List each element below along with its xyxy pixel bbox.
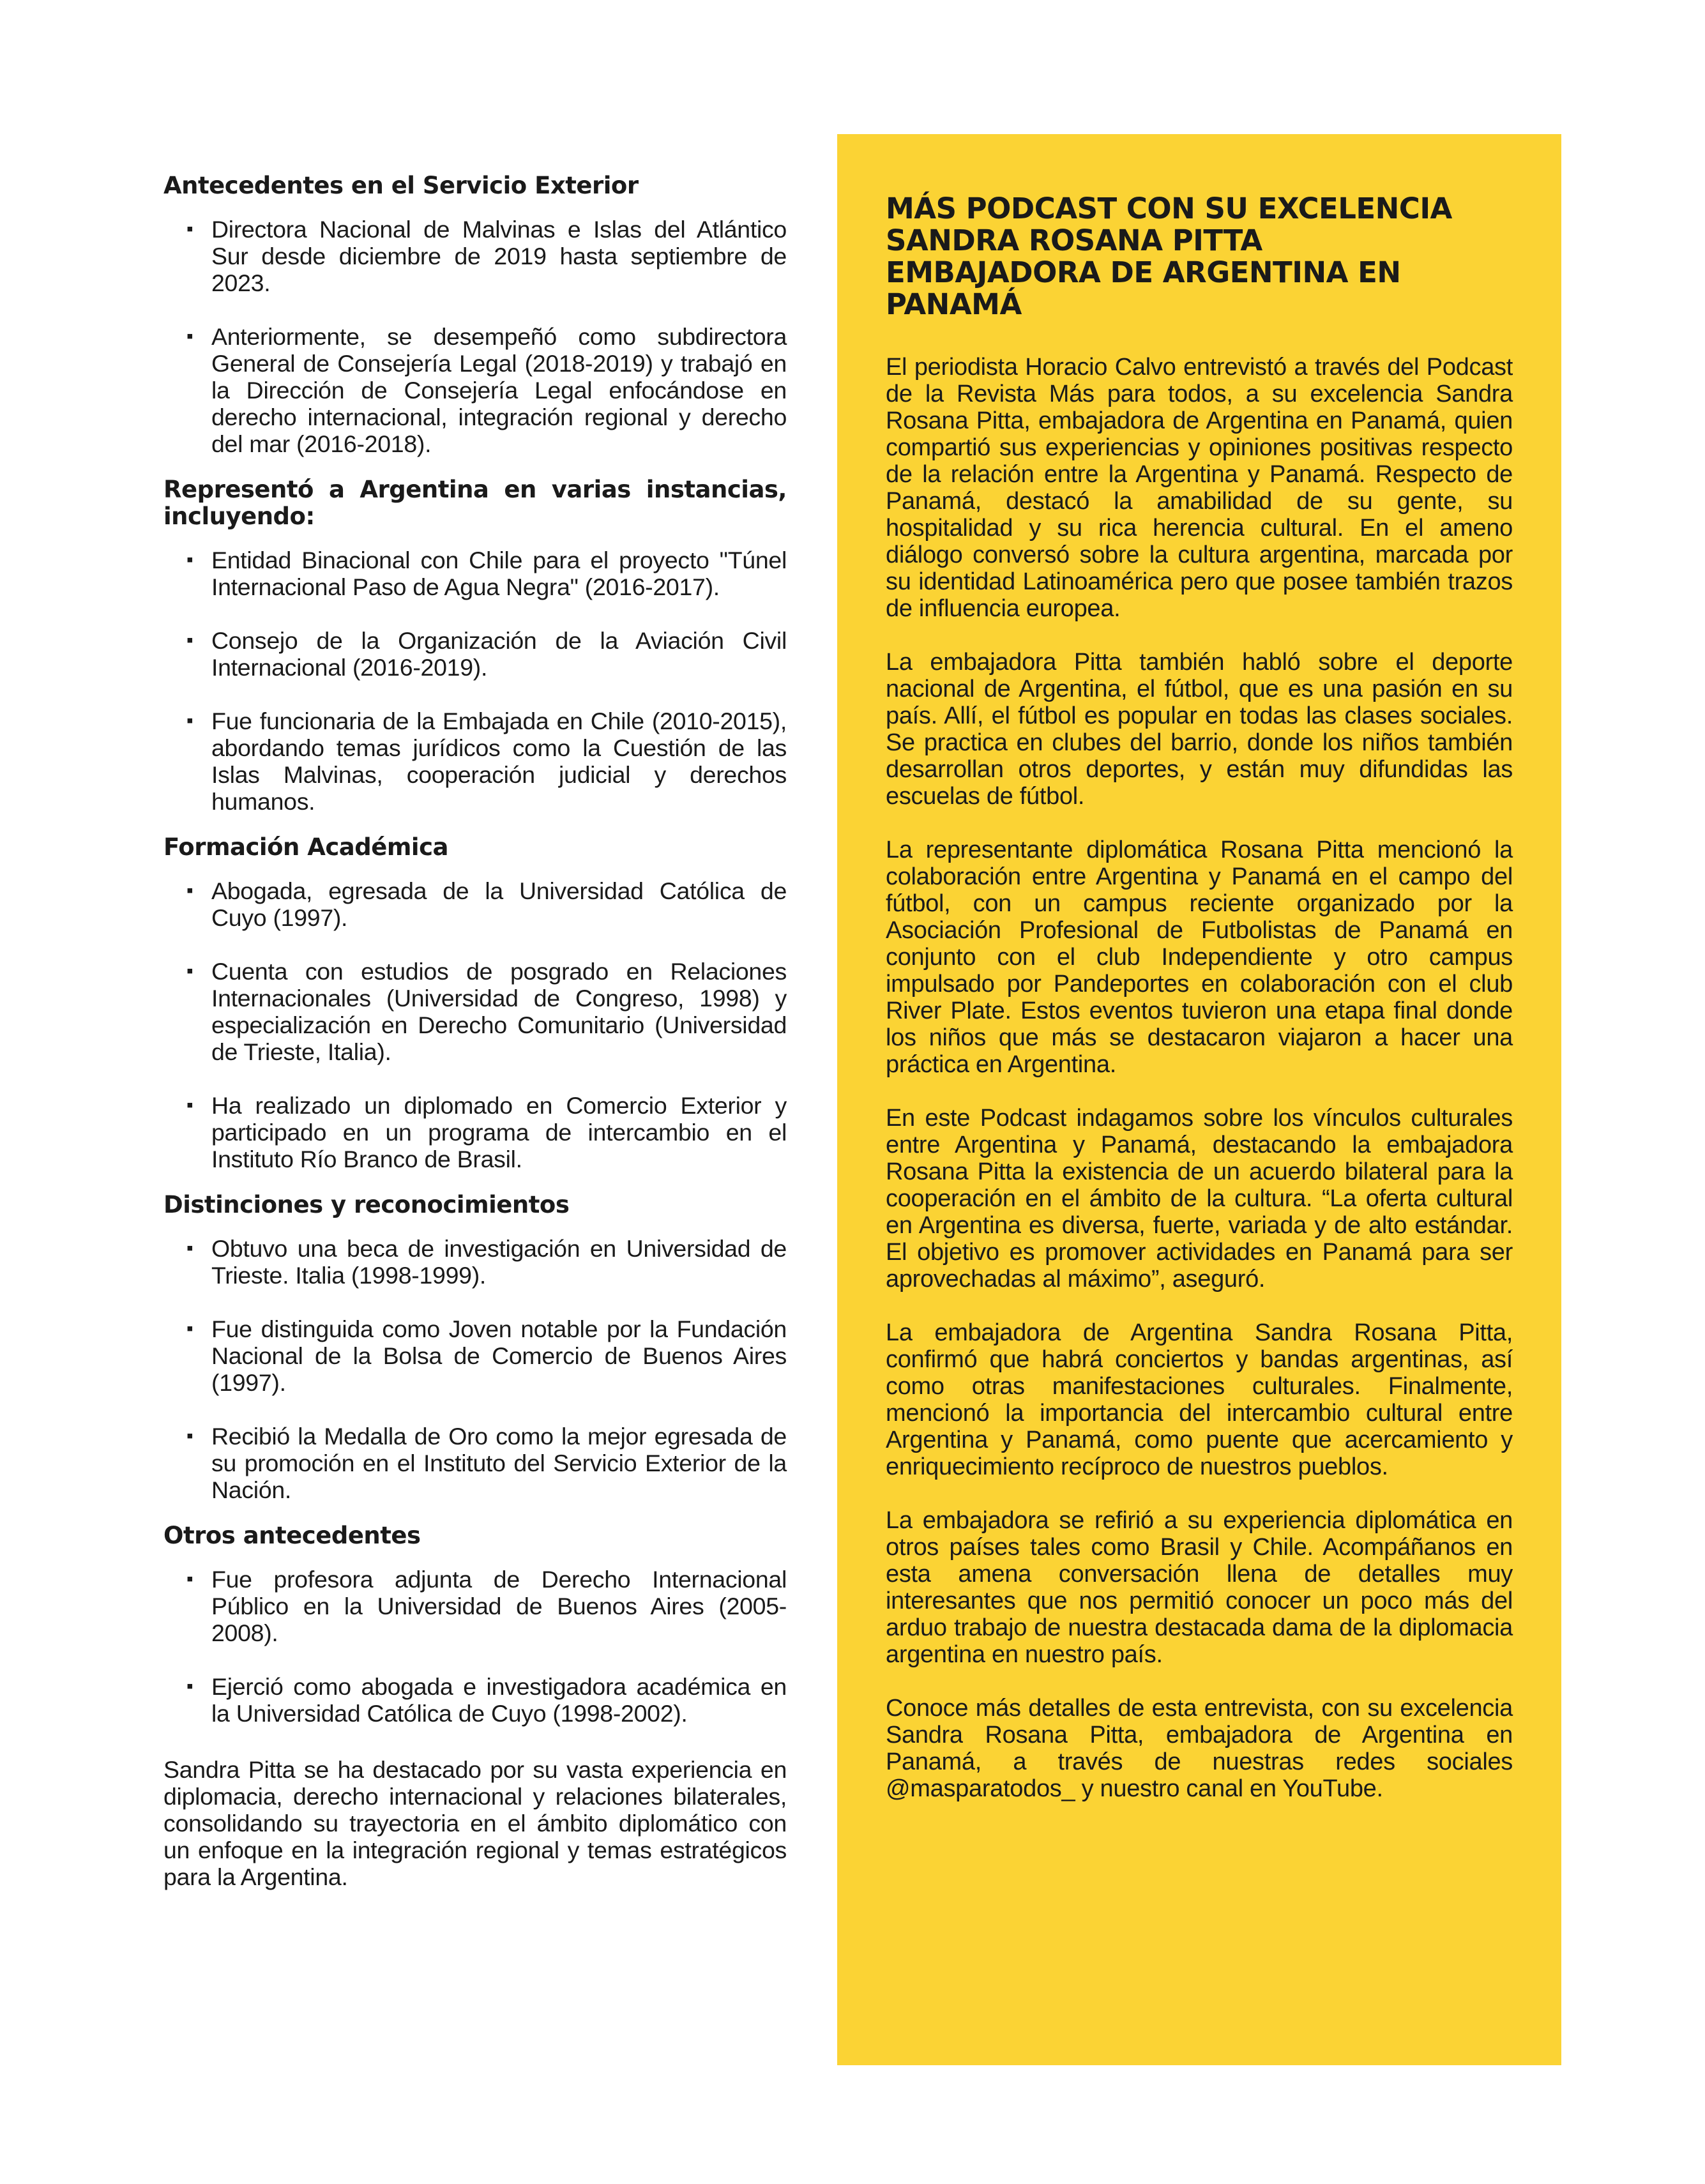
list-item: ▪ Recibió la Medalla de Oro como la mejor egresada de su promoción en el Instituto del Servicio Exterior de la Nación. bbox=[186, 1423, 787, 1503]
list-item: ▪ Fue funcionaria de la Embajada en Chile (2010-2015), abordando temas jurídicos como la Cuestión de las Islas Malvinas, cooperación judicial y derechos humanos. bbox=[186, 708, 787, 815]
section-heading-education: Formación Académica bbox=[163, 833, 448, 861]
bullet-icon: ▪ bbox=[186, 710, 193, 731]
represented-list bbox=[163, 547, 787, 815]
list-item: ▪ Ejerció como abogada e investigadora académica en la Universidad Católica de Cuyo (1998-2002). bbox=[186, 1673, 787, 1727]
list-item: ▪ Consejo de la Organización de la Aviación Civil Internacional (2016-2019). bbox=[186, 627, 787, 681]
list-item: ▪ Entidad Binacional con Chile para el proyecto "Túnel Internacional Paso de Agua Negra" (2016-2017). bbox=[186, 547, 787, 600]
list-item: ▪ Obtuvo una beca de investigación en Universidad de Trieste. Italia (1998-1999). bbox=[186, 1235, 787, 1289]
bullet-icon: ▪ bbox=[186, 630, 193, 651]
bullet-icon: ▪ bbox=[186, 1238, 193, 1259]
list-item: ▪ Anteriormente, se desempeñó como subdirectora General de Consejería Legal (2018-2019) y trabajó en la Dirección de Consejería Legal enfocándose en derecho internacional, integración regional y derecho del mar (2016-2018). bbox=[186, 323, 787, 457]
panel-paragraph: En este Podcast indagamos sobre los vínculos culturales entre Argentina y Panamá, destacando la embajadora Rosana Pitta la existencia de un acuerdo bilateral para la cooperación en el ámbito de la cultura. “La oferta cultural en Argentina es diversa, fuerte, variada y de alto estándar. El objetivo es promover actividades en Panamá para ser aprovechadas al máximo”, aseguró. bbox=[886, 1105, 1513, 1293]
panel-paragraph: La representante diplomática Rosana Pitta mencionó la colaboración entre Argentina y Panamá en el campo del fútbol, con un campus reciente organizado por la Asociación Profesional de Futbolistas de Panamá en conjunto con el club Independiente y otro campus impulsado por Pandeportes en colaboración con el club River Plate. Estos eventos tuvieron una etapa final donde los niños que más se destacaron viajaron a hacer una práctica en Argentina. bbox=[886, 837, 1513, 1078]
foreign-service-list bbox=[163, 216, 787, 457]
list-item: ▪ Fue profesora adjunta de Derecho Internacional Público en la Universidad de Buenos Aires (2005-2008). bbox=[186, 1566, 787, 1646]
list-item: ▪ Cuenta con estudios de posgrado en Relaciones Internacionales (Universidad de Congreso, 1998) y especialización en Derecho Comunitario (Universidad de Trieste, Italia). bbox=[186, 958, 787, 1065]
section-heading-distinctions: Distinciones y reconocimientos bbox=[163, 1191, 570, 1218]
podcast-panel bbox=[837, 134, 1561, 2065]
panel-paragraph: La embajadora se refirió a su experiencia diplomática en otros países tales como Brasil y Chile. Acompáñanos en esta amena conversación llena de detalles muy interesantes que nos permitió conocer un poco más del arduo trabajo de nuestra destacada dama de la diplomacia argentina en nuestro país. bbox=[886, 1507, 1513, 1668]
list-item: ▪ Fue distinguida como Joven notable por la Fundación Nacional de la Bolsa de Comercio de Buenos Aires (1997). bbox=[186, 1316, 787, 1396]
panel-paragraph: El periodista Horacio Calvo entrevistó a través del Podcast de la Revista Más para todos, a su excelencia Sandra Rosana Pitta, embajadora de Argentina en Panamá, quien compartió sus experiencias y opiniones positivas respecto de la relación entre la Argentina y Panamá. Respecto de Panamá, destacó la amabilidad de su gente, su hospitalidad y su rica herencia cultural. En el ameno diálogo conversó sobre la cultura argentina, marcada por su identidad Latinoamérica pero que posee también trazos de influencia europea. bbox=[886, 354, 1513, 622]
list-item: ▪ Directora Nacional de Malvinas e Islas del Atlántico Sur desde diciembre de 2019 hasta septiembre de 2023. bbox=[186, 216, 787, 296]
list-item: ▪ Ha realizado un diplomado en Comercio Exterior y participado en un programa de intercambio en el Instituto Río Branco de Brasil. bbox=[186, 1092, 787, 1172]
bullet-icon: ▪ bbox=[186, 1676, 193, 1697]
bullet-icon: ▪ bbox=[186, 218, 193, 239]
biography-column bbox=[163, 172, 787, 1890]
section-heading-represented: Representó a Argentina en varias instancias, incluyendo: bbox=[163, 476, 787, 530]
distinctions-list bbox=[163, 1235, 787, 1503]
bullet-icon: ▪ bbox=[186, 326, 193, 347]
panel-paragraph: La embajadora Pitta también habló sobre el deporte nacional de Argentina, el fútbol, que es una pasión en su país. Allí, el fútbol es popular en todas las clases sociales. Se practica en clubes del barrio, donde los niños también desarrollan otros deportes, y están muy difundidas las escuelas de fútbol. bbox=[886, 649, 1513, 810]
other-list bbox=[163, 1566, 787, 1727]
bullet-icon: ▪ bbox=[186, 1568, 193, 1589]
bullet-icon: ▪ bbox=[186, 549, 193, 570]
panel-paragraph: Conoce más detalles de esta entrevista, con su excelencia Sandra Rosana Pitta, embajadora de Argentina en Panamá, a través de nuestras redes sociales @masparatodos_ y nuestro canal en YouTube. bbox=[886, 1695, 1513, 1802]
panel-paragraph: La embajadora de Argentina Sandra Rosana Pitta, confirmó que habrá conciertos y bandas argentinas, así como otras manifestaciones culturales. Finalmente, mencionó la importancia del intercambio cultural entre Argentina y Panamá, como puente que acercamiento y enriquecimiento recíproco de nuestros pueblos. bbox=[886, 1319, 1513, 1480]
bullet-icon: ▪ bbox=[186, 960, 193, 982]
bullet-icon: ▪ bbox=[186, 1425, 193, 1446]
bullet-icon: ▪ bbox=[186, 880, 193, 901]
panel-title-line: SANDRA ROSANA PITTA bbox=[886, 224, 1262, 257]
podcast-panel-content bbox=[886, 193, 1513, 1829]
bullet-icon: ▪ bbox=[186, 1095, 193, 1116]
list-item: ▪ Abogada, egresada de la Universidad Católica de Cuyo (1997). bbox=[186, 877, 787, 931]
education-list bbox=[163, 877, 787, 1172]
section-heading-other: Otros antecedentes bbox=[163, 1522, 421, 1549]
panel-title-line: MÁS PODCAST CON SU EXCELENCIA bbox=[886, 192, 1452, 225]
section-heading-foreign-service: Antecedentes en el Servicio Exterior bbox=[163, 172, 639, 199]
closing-paragraph: Sandra Pitta se ha destacado por su vasta experiencia en diplomacia, derecho internacional y relaciones bilaterales, consolidando su trayectoria en el ámbito diplomático con un enfoque en la integración regional y temas estratégicos para la Argentina. bbox=[163, 1756, 787, 1890]
bullet-icon: ▪ bbox=[186, 1318, 193, 1339]
panel-title bbox=[886, 193, 1513, 321]
panel-title-line: PANAMÁ bbox=[886, 287, 1022, 321]
panel-title-line: EMBAJADORA DE ARGENTINA EN bbox=[886, 255, 1401, 289]
